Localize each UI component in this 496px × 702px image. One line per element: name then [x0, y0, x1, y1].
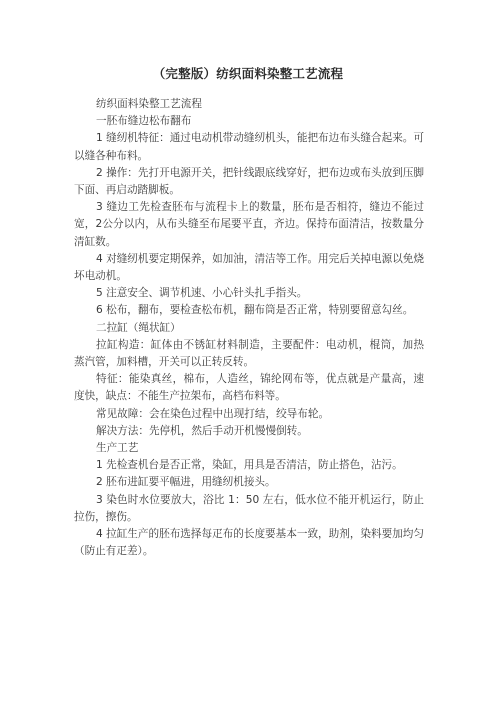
- document-title: （完整版）纺织面料染整工艺流程: [152, 66, 344, 81]
- paragraph: 4 拉缸生产的胚布选择每疋布的长度要基本一致，助剂，染料要加均匀（防止有疋差）。: [74, 528, 424, 558]
- section-heading: 生产工艺: [96, 442, 139, 455]
- paragraph: 纺织面料染整工艺流程: [96, 98, 202, 110]
- paragraph: 6 松布，翻布，要检查松布机，翻布筒是否正常，特别要留意勾丝。: [96, 304, 414, 317]
- document-body: [74, 96, 424, 560]
- paragraph: 解决方法：先停机，然后手动开机慢慢倒转。: [96, 424, 308, 437]
- paragraph: 2 操作：先打开电源开关，把针线跟底线穿好，把布边或布头放到压脚下面、再启动踏脚板。: [74, 166, 424, 197]
- paragraph: 拉缸构造：缸体由不锈缸材料制造，主要配件：电动机，棍筒，加热蒸汽管，加料槽，开关可以正转反转。: [74, 338, 424, 369]
- paragraph: 1 缝纫机特征：通过电动机带动缝纫机头，能把布边布头缝合起来。可以缝各种布料。: [74, 132, 424, 162]
- paragraph: 1 先检查机台是否正常，染缸，用具是否清洁，防止搭色，沾污。: [96, 459, 403, 472]
- section-heading: 二拉缸（绳状缸）: [96, 321, 181, 334]
- paragraph: 2 胚布进缸要平幅进，用缝纫机接头。: [96, 476, 276, 489]
- paragraph: 5 注意安全、调节机速、小心针头扎手指头。: [96, 287, 308, 300]
- section-heading: 一胚布缝边松布翻布: [96, 115, 192, 128]
- paragraph: 4 对缝纫机要定期保养，如加油，清洁等工作。用完后关掉电源以免烧坏电动机。: [74, 252, 424, 283]
- paragraph: 特征：能染真丝，棉布，人造丝，锦纶网布等，优点就是产量高，速度快，缺点：不能生产拉架布，高档布料等。: [74, 373, 424, 403]
- paragraph: 3 染色时水位要放大，浴比 1：50 左右，低水位不能开机运行，防止拉伤，擦伤。: [74, 493, 424, 523]
- paragraph: 3 缝边工先检查胚布与流程卡上的数量，胚布是否相符，缝边不能过宽，2公分以内，从布头缝至布尾要平直，齐边。保持布面清洁，按数量分清缸数。: [74, 201, 424, 248]
- paragraph: 常见故障：会在染色过程中出现打结，绞导布轮。: [96, 407, 330, 420]
